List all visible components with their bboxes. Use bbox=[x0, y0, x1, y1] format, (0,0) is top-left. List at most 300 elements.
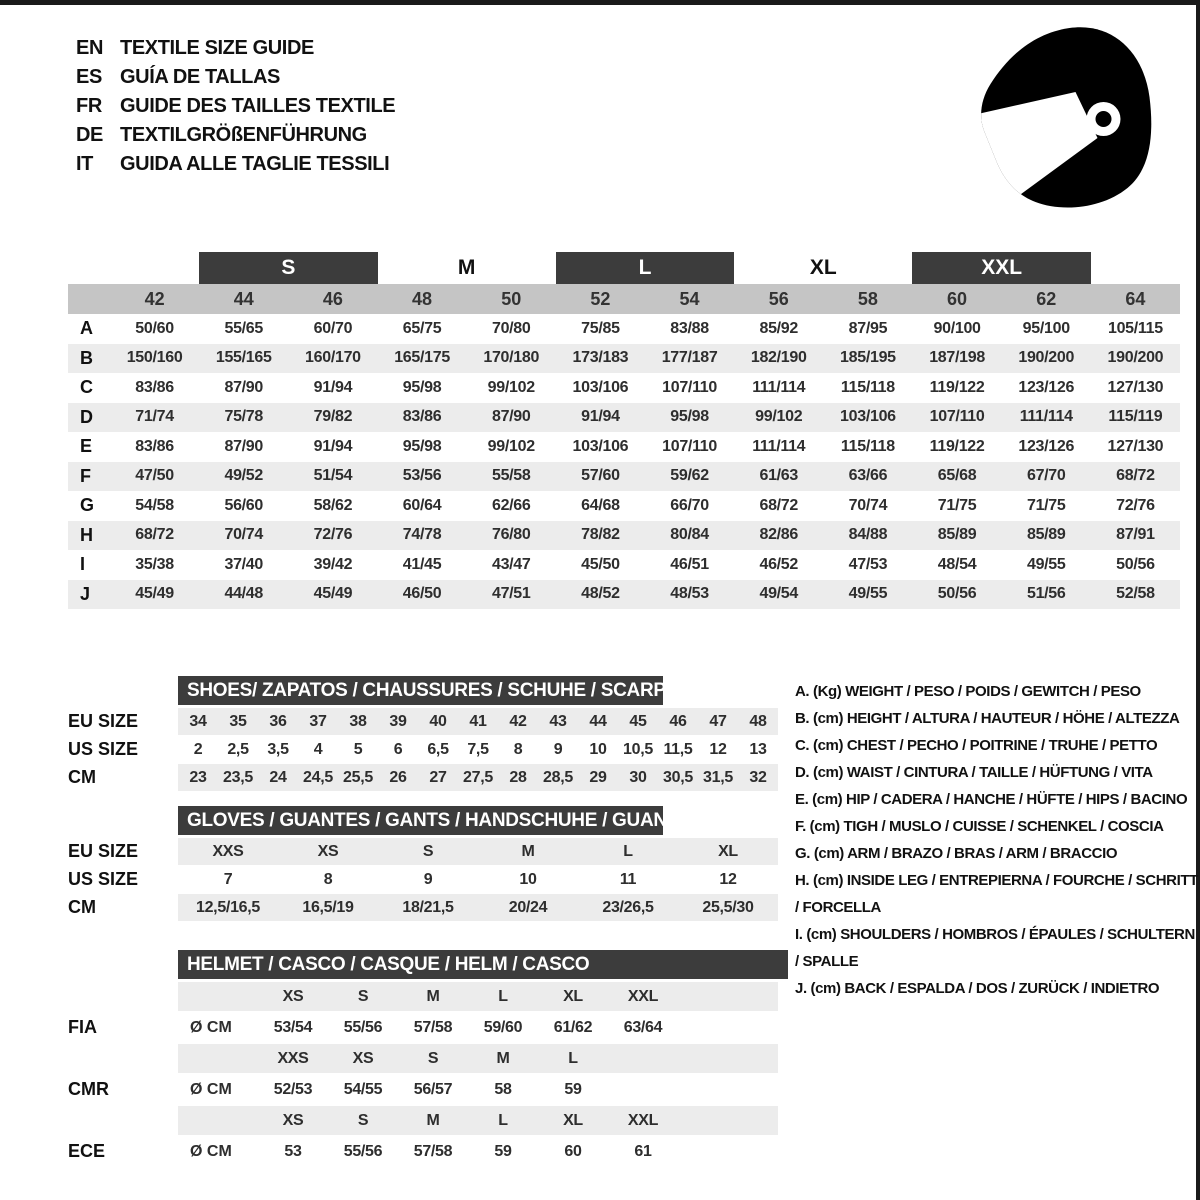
size-number: 62 bbox=[1036, 288, 1057, 309]
table-row bbox=[68, 580, 1180, 610]
measurement-value: 165/175 bbox=[394, 349, 450, 367]
legend-unit: (cm) bbox=[812, 791, 843, 808]
measurement-value: 46/50 bbox=[402, 585, 442, 603]
measurement-value: 76/80 bbox=[491, 526, 531, 544]
size-value: 35 bbox=[229, 712, 247, 730]
size-value: 16,5/19 bbox=[302, 898, 354, 916]
top-border bbox=[0, 0, 1200, 5]
size-value: 28,5 bbox=[543, 768, 573, 786]
size-value: 10 bbox=[519, 870, 537, 888]
diameter-unit: Ø CM bbox=[190, 1080, 232, 1098]
legend-key: F. bbox=[795, 818, 806, 835]
size-value: XS bbox=[282, 987, 304, 1005]
size-value: 10,5 bbox=[623, 740, 653, 758]
size-value: 57/58 bbox=[413, 1018, 453, 1036]
table-row bbox=[68, 866, 778, 893]
size-label bbox=[1091, 252, 1180, 284]
table-row bbox=[68, 764, 778, 791]
legend-item bbox=[795, 786, 1199, 813]
helmet-table-title: HELMET / CASCO / CASQUE / HELM / CASCO bbox=[178, 950, 788, 979]
size-value: 46 bbox=[669, 712, 687, 730]
row-band bbox=[178, 838, 778, 865]
measurement-value: 82/86 bbox=[759, 526, 799, 544]
legend-key: J. bbox=[795, 980, 807, 997]
row-label: US SIZE bbox=[68, 869, 139, 889]
language-code: ES bbox=[76, 66, 102, 88]
row-label: US SIZE bbox=[68, 739, 139, 759]
guide-title: TEXTILGRÖßENFÜHRUNG bbox=[120, 124, 367, 146]
gloves-table-title: GLOVES / GUANTES / GANTS / HANDSCHUHE / GUANTI bbox=[178, 806, 663, 835]
diameter-unit: Ø CM bbox=[190, 1142, 232, 1160]
measurement-value: 53/56 bbox=[402, 467, 442, 485]
measurement-value: 41/45 bbox=[402, 555, 442, 573]
measurement-value: 47/51 bbox=[491, 585, 531, 603]
measurement-value: 51/54 bbox=[313, 467, 353, 485]
legend-unit: (cm) bbox=[812, 872, 844, 889]
size-value: XS bbox=[317, 842, 339, 860]
measurement-value: 123/126 bbox=[1018, 437, 1075, 455]
measurement-value: 160/170 bbox=[305, 349, 361, 367]
table-row bbox=[68, 1013, 788, 1042]
legend-text: CHEST / PECHO / POITRINE / TRUHE / PETTO bbox=[846, 737, 1158, 754]
row-band bbox=[178, 894, 778, 921]
measurement-value: 78/82 bbox=[581, 526, 620, 544]
legend-text: INSIDE LEG / ENTREPIERNA / FOURCHE / SCHRITT / FORCELLA bbox=[795, 872, 1198, 916]
measurement-value: 52/58 bbox=[1116, 585, 1155, 603]
size-value: 12,5/16,5 bbox=[195, 898, 261, 916]
size-value: 12 bbox=[709, 740, 727, 758]
measurement-value: 60/64 bbox=[402, 496, 442, 514]
size-value: 5 bbox=[353, 740, 363, 758]
size-value: 58 bbox=[494, 1080, 512, 1098]
measurement-value: 177/187 bbox=[661, 349, 718, 367]
size-label bbox=[110, 252, 199, 284]
legend-key: I. bbox=[795, 926, 803, 943]
legend-unit: (cm) bbox=[812, 710, 844, 727]
size-value: 20/24 bbox=[508, 898, 548, 916]
legend-item bbox=[795, 759, 1199, 786]
size-value: 9 bbox=[423, 870, 433, 888]
row-letter: C bbox=[80, 377, 93, 398]
measurement-value: 91/94 bbox=[313, 437, 353, 455]
legend-text: SHOULDERS / HOMBROS / ÉPAULES / SCHULTERN / SPALLE bbox=[795, 926, 1195, 970]
row-letter: D bbox=[80, 406, 93, 427]
measurement-value: 83/86 bbox=[135, 437, 174, 455]
size-value: 28 bbox=[509, 768, 527, 786]
size-value: 32 bbox=[749, 768, 767, 786]
measurement-value: 68/72 bbox=[135, 526, 174, 544]
measurement-value: 70/80 bbox=[491, 319, 531, 337]
legend-key: E. bbox=[795, 791, 809, 808]
guide-title: TEXTILE SIZE GUIDE bbox=[120, 37, 314, 59]
table-row bbox=[68, 838, 778, 865]
measurement-value: 45/49 bbox=[135, 585, 174, 603]
measurement-value: 87/91 bbox=[1116, 526, 1155, 544]
size-label: L bbox=[556, 252, 734, 284]
measurement-value: 59/62 bbox=[670, 467, 709, 485]
measurement-value: 119/122 bbox=[929, 378, 985, 396]
measurement-value: 115/119 bbox=[1108, 408, 1163, 426]
size-label: XL bbox=[809, 256, 837, 279]
table-row bbox=[68, 462, 1180, 492]
size-value: XL bbox=[563, 1111, 583, 1129]
measurement-value: 35/38 bbox=[135, 555, 174, 573]
row-band bbox=[178, 708, 778, 735]
size-value: 3,5 bbox=[267, 740, 289, 758]
row-band bbox=[178, 1044, 778, 1073]
row-label: EU SIZE bbox=[68, 711, 139, 731]
row-band bbox=[178, 982, 778, 1011]
size-value: 34 bbox=[189, 712, 207, 730]
legend-item bbox=[795, 921, 1199, 975]
language-code: DE bbox=[76, 124, 103, 146]
legend-text: TIGH / MUSLO / CUISSE / SCHENKEL / COSCIA bbox=[843, 818, 1164, 835]
size-value: XL bbox=[563, 987, 583, 1005]
row-band bbox=[178, 1075, 778, 1104]
language-title-list bbox=[76, 34, 395, 179]
measurement-value: 115/118 bbox=[840, 437, 895, 455]
size-value: 55/56 bbox=[343, 1142, 383, 1160]
size-value: 54/55 bbox=[343, 1080, 383, 1098]
measurement-value: 185/195 bbox=[840, 349, 896, 367]
size-value: XXL bbox=[627, 1111, 659, 1129]
row-letter: G bbox=[80, 495, 95, 516]
size-value: 59/60 bbox=[483, 1018, 523, 1036]
size-value: 59 bbox=[494, 1142, 512, 1160]
legend-item bbox=[795, 678, 1199, 705]
row-letter: A bbox=[80, 318, 93, 339]
size-value: 7 bbox=[223, 870, 233, 888]
size-value: 10 bbox=[589, 740, 607, 758]
measurement-value: 49/52 bbox=[224, 467, 264, 485]
row-band bbox=[178, 764, 778, 791]
measurement-value: 50/60 bbox=[135, 319, 174, 337]
helmet-size-table bbox=[68, 950, 788, 1168]
measurement-rows bbox=[68, 314, 1180, 609]
size-value: 61 bbox=[634, 1142, 652, 1160]
size-value: XL bbox=[718, 842, 738, 860]
size-value: S bbox=[357, 1111, 369, 1129]
legend-item bbox=[795, 732, 1199, 759]
legend-unit: (Kg) bbox=[812, 683, 842, 700]
measurement-value: 67/70 bbox=[1026, 467, 1066, 485]
size-value: 38 bbox=[349, 712, 367, 730]
measurement-value: 105/115 bbox=[1107, 319, 1163, 337]
table-row bbox=[68, 521, 1180, 551]
size-value: 2 bbox=[193, 740, 203, 758]
row-band bbox=[178, 1106, 778, 1135]
measurement-value: 83/88 bbox=[670, 319, 709, 337]
size-value: 24 bbox=[269, 768, 287, 786]
language-row bbox=[76, 92, 395, 121]
measurement-value: 37/40 bbox=[224, 555, 264, 573]
size-label: S bbox=[199, 252, 377, 284]
measurement-value: 91/94 bbox=[313, 378, 353, 396]
measurement-value: 47/53 bbox=[848, 555, 888, 573]
measurement-value: 83/86 bbox=[135, 378, 174, 396]
measurement-value: 71/75 bbox=[1026, 496, 1066, 514]
measurement-value: 190/200 bbox=[1018, 349, 1075, 367]
size-label: M bbox=[457, 256, 476, 279]
measurement-value: 90/100 bbox=[933, 319, 981, 337]
measurement-value: 190/200 bbox=[1107, 349, 1164, 367]
measurement-value: 119/122 bbox=[929, 437, 985, 455]
size-number: 56 bbox=[768, 288, 789, 309]
diameter-unit: Ø CM bbox=[190, 1018, 232, 1036]
measurement-value: 79/82 bbox=[313, 408, 353, 426]
measurement-value: 64/68 bbox=[581, 496, 620, 514]
size-value: S bbox=[422, 842, 434, 860]
measurement-value: 182/190 bbox=[750, 349, 807, 367]
size-value: 27 bbox=[429, 768, 447, 786]
measurement-value: 70/74 bbox=[848, 496, 888, 514]
size-value: 23,5 bbox=[223, 768, 253, 786]
racing-helmet-icon bbox=[975, 22, 1160, 217]
measurement-value: 80/84 bbox=[670, 526, 709, 544]
measurement-value: 111/114 bbox=[752, 437, 806, 455]
row-band bbox=[178, 866, 778, 893]
legend-unit: (cm) bbox=[806, 926, 837, 943]
measurement-value: 99/102 bbox=[487, 378, 535, 396]
size-value: 2,5 bbox=[227, 740, 249, 758]
size-value: 55/56 bbox=[343, 1018, 383, 1036]
measurement-value: 48/53 bbox=[670, 585, 709, 603]
size-number: 46 bbox=[322, 288, 343, 309]
measurement-legend bbox=[795, 678, 1199, 1002]
language-code: FR bbox=[76, 95, 102, 117]
measurement-value: 58/62 bbox=[313, 496, 353, 514]
row-letter: E bbox=[80, 436, 93, 457]
standard-label: FIA bbox=[68, 1017, 97, 1037]
measurement-value: 49/55 bbox=[848, 585, 888, 603]
size-number: 48 bbox=[412, 288, 433, 309]
table-row bbox=[68, 403, 1180, 433]
table-row bbox=[68, 1075, 788, 1104]
gloves-size-table bbox=[68, 806, 778, 922]
legend-unit: (cm) bbox=[810, 980, 841, 997]
measurement-value: 87/90 bbox=[224, 437, 264, 455]
size-value: 57/58 bbox=[413, 1142, 453, 1160]
size-value: 27,5 bbox=[463, 768, 493, 786]
guide-title: GUIDE DES TAILLES TEXTILE bbox=[120, 95, 396, 117]
row-letter: J bbox=[80, 583, 91, 604]
table-row bbox=[68, 344, 1180, 374]
size-value: 30,5 bbox=[663, 768, 693, 786]
measurement-value: 95/98 bbox=[402, 437, 442, 455]
size-value: 44 bbox=[589, 712, 607, 730]
legend-key: B. bbox=[795, 710, 810, 727]
size-value: 30 bbox=[629, 768, 647, 786]
size-value: 37 bbox=[309, 712, 327, 730]
legend-unit: (cm) bbox=[809, 818, 840, 835]
size-value: 47 bbox=[709, 712, 727, 730]
legend-key: H. bbox=[795, 872, 810, 889]
table-row bbox=[68, 432, 1180, 462]
gloves-rows bbox=[68, 838, 778, 921]
size-number: 52 bbox=[590, 288, 611, 309]
measurement-value: 91/94 bbox=[581, 408, 620, 426]
size-value: 43 bbox=[549, 712, 567, 730]
row-letter: F bbox=[80, 465, 91, 486]
size-value: 23/26,5 bbox=[602, 898, 654, 916]
measurement-value: 44/48 bbox=[224, 585, 264, 603]
measurement-value: 74/78 bbox=[402, 526, 442, 544]
measurement-value: 45/50 bbox=[581, 555, 620, 573]
measurement-value: 75/85 bbox=[581, 319, 620, 337]
size-value: 23 bbox=[189, 768, 207, 786]
size-value: 25,5/30 bbox=[702, 898, 754, 916]
textile-size-table bbox=[68, 252, 1180, 609]
size-value: 13 bbox=[749, 740, 767, 758]
size-value: 48 bbox=[749, 712, 767, 730]
measurement-value: 48/52 bbox=[581, 585, 620, 603]
size-value: XS bbox=[282, 1111, 304, 1129]
shoes-size-table bbox=[68, 676, 778, 792]
table-row bbox=[68, 550, 1180, 580]
table-row bbox=[68, 491, 1180, 521]
row-label: CM bbox=[68, 767, 96, 787]
guide-title: GUÍA DE TALLAS bbox=[120, 66, 280, 88]
size-value: 39 bbox=[389, 712, 407, 730]
standard-label: CMR bbox=[68, 1079, 109, 1099]
size-value: 6 bbox=[393, 740, 403, 758]
size-value: 53 bbox=[284, 1142, 302, 1160]
legend-item bbox=[795, 840, 1199, 867]
size-value: 36 bbox=[269, 712, 287, 730]
size-number: 50 bbox=[501, 288, 522, 309]
row-band bbox=[178, 736, 778, 763]
measurement-value: 85/89 bbox=[1026, 526, 1066, 544]
measurement-value: 54/58 bbox=[135, 496, 174, 514]
size-value: 42 bbox=[509, 712, 527, 730]
size-value: 56/57 bbox=[413, 1080, 453, 1098]
size-header-row bbox=[68, 252, 1180, 284]
size-number: 60 bbox=[947, 288, 968, 309]
measurement-value: 55/58 bbox=[491, 467, 531, 485]
table-row bbox=[68, 708, 778, 735]
measurement-value: 111/114 bbox=[752, 378, 806, 396]
measurement-value: 187/198 bbox=[929, 349, 985, 367]
measurement-value: 46/51 bbox=[670, 555, 709, 573]
legend-text: WEIGHT / PESO / POIDS / GEWITCH / PESO bbox=[845, 683, 1141, 700]
legend-unit: (cm) bbox=[813, 845, 844, 862]
measurement-value: 68/72 bbox=[759, 496, 799, 514]
row-letter: H bbox=[80, 524, 93, 545]
measurement-value: 68/72 bbox=[1116, 467, 1155, 485]
measurement-value: 107/110 bbox=[662, 378, 717, 396]
measurement-value: 84/88 bbox=[848, 526, 888, 544]
measurement-value: 95/98 bbox=[670, 408, 709, 426]
size-value: 52/53 bbox=[273, 1080, 313, 1098]
table-row bbox=[68, 1044, 788, 1073]
measurement-value: 70/74 bbox=[224, 526, 264, 544]
table-row bbox=[68, 373, 1180, 403]
size-value: 18/21,5 bbox=[402, 898, 454, 916]
size-value: 45 bbox=[629, 712, 647, 730]
size-value: XXS bbox=[212, 842, 244, 860]
measurement-value: 107/110 bbox=[929, 408, 985, 426]
legend-item bbox=[795, 867, 1199, 921]
size-number: 64 bbox=[1125, 288, 1146, 309]
measurement-value: 65/75 bbox=[402, 319, 442, 337]
size-value: 9 bbox=[553, 740, 563, 758]
size-value: L bbox=[623, 842, 633, 860]
measurement-value: 173/183 bbox=[572, 349, 629, 367]
measurement-value: 170/180 bbox=[483, 349, 540, 367]
measurement-value: 103/106 bbox=[840, 408, 896, 426]
language-row bbox=[76, 121, 395, 150]
size-value: XXS bbox=[277, 1049, 309, 1067]
measurement-value: 111/114 bbox=[1019, 408, 1073, 426]
measurement-value: 115/118 bbox=[840, 378, 895, 396]
size-value: M bbox=[426, 1111, 440, 1129]
table-row bbox=[68, 314, 1180, 344]
row-label: CM bbox=[68, 897, 96, 917]
size-value: 41 bbox=[469, 712, 487, 730]
measurement-value: 49/55 bbox=[1026, 555, 1066, 573]
measurement-value: 107/110 bbox=[662, 437, 717, 455]
size-value: 12 bbox=[719, 870, 737, 888]
measurement-value: 60/70 bbox=[313, 319, 353, 337]
size-value: 6,5 bbox=[427, 740, 449, 758]
table-row bbox=[68, 1106, 788, 1135]
size-value: 8 bbox=[513, 740, 523, 758]
measurement-value: 99/102 bbox=[487, 437, 535, 455]
measurement-value: 72/76 bbox=[1116, 496, 1155, 514]
measurement-value: 65/68 bbox=[937, 467, 977, 485]
size-value: 26 bbox=[389, 768, 407, 786]
size-number: 58 bbox=[857, 288, 878, 309]
size-value: 63/64 bbox=[623, 1018, 663, 1036]
measurement-value: 46/52 bbox=[759, 555, 799, 573]
measurement-value: 95/98 bbox=[402, 378, 442, 396]
language-code: EN bbox=[76, 37, 103, 59]
table-row bbox=[68, 736, 778, 763]
legend-text: WAIST / CINTURA / TAILLE / HÜFTUNG / VITA bbox=[846, 764, 1153, 781]
size-value: 61/62 bbox=[553, 1018, 593, 1036]
size-value: L bbox=[568, 1049, 578, 1067]
size-value: 40 bbox=[429, 712, 447, 730]
measurement-value: 87/95 bbox=[848, 319, 888, 337]
measurement-value: 57/60 bbox=[581, 467, 620, 485]
row-letter: B bbox=[80, 347, 93, 368]
size-value: XS bbox=[352, 1049, 374, 1067]
size-number: 54 bbox=[679, 288, 700, 309]
shoes-table-title: SHOES/ ZAPATOS / CHAUSSURES / SCHUHE / SCARPE bbox=[178, 676, 663, 705]
size-value: XXL bbox=[627, 987, 659, 1005]
legend-key: C. bbox=[795, 737, 810, 754]
measurement-value: 66/70 bbox=[670, 496, 709, 514]
legend-unit: (cm) bbox=[812, 737, 844, 754]
size-value: 60 bbox=[564, 1142, 582, 1160]
standard-label: ECE bbox=[68, 1141, 106, 1161]
measurement-value: 51/56 bbox=[1026, 585, 1066, 603]
helmet-rows bbox=[68, 982, 788, 1166]
measurement-value: 103/106 bbox=[572, 378, 629, 396]
language-row bbox=[76, 34, 395, 63]
measurement-value: 75/78 bbox=[224, 408, 264, 426]
row-letter: I bbox=[80, 554, 86, 575]
row-band bbox=[178, 1137, 778, 1166]
measurement-value: 85/89 bbox=[937, 526, 977, 544]
measurement-value: 87/90 bbox=[224, 378, 264, 396]
legend-text: HIP / CADERA / HANCHE / HÜFTE / HIPS / BACINO bbox=[846, 791, 1188, 808]
size-value: 25,5 bbox=[343, 768, 373, 786]
size-value: 29 bbox=[589, 768, 607, 786]
size-value: 53/54 bbox=[273, 1018, 313, 1036]
size-value: 8 bbox=[323, 870, 333, 888]
measurement-value: 72/76 bbox=[313, 526, 353, 544]
